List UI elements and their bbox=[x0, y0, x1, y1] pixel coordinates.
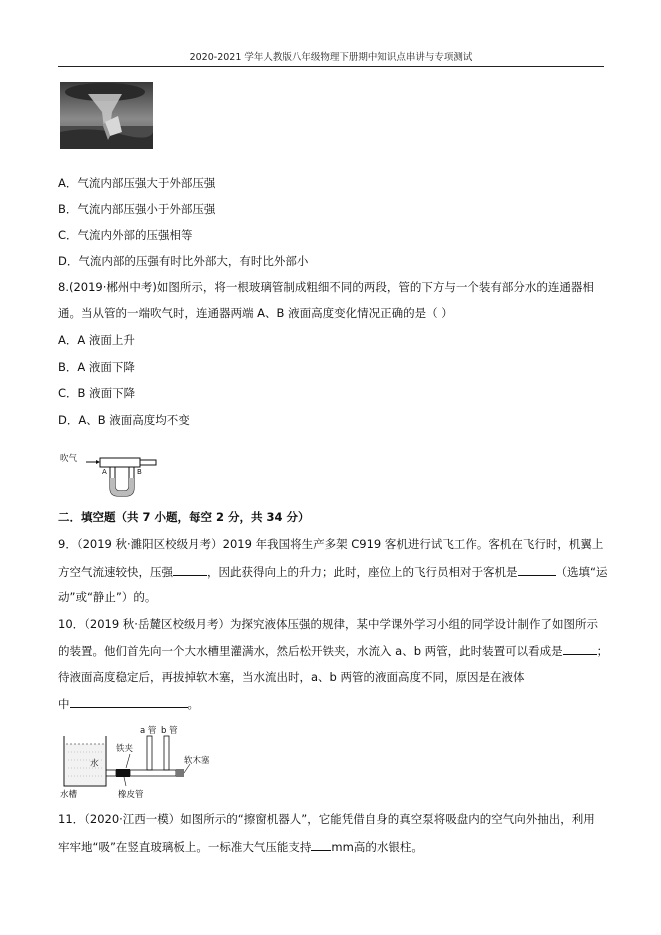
q8-option-a: A．A 液面上升 bbox=[58, 333, 135, 347]
tornado-photo bbox=[60, 82, 153, 149]
q8-option-d: D．A、B 液面高度均不变 bbox=[58, 413, 190, 427]
q10-cork-label: 软木塞 bbox=[184, 756, 210, 766]
q7-option-b: B．气流内部压强小于外部压强 bbox=[58, 202, 216, 216]
q8-b-label: B bbox=[137, 468, 142, 476]
q10-rubber-label: 橡皮管 bbox=[118, 790, 144, 800]
section2-title: 二．填空题（共 7 小题，每空 2 分，共 34 分） bbox=[58, 510, 310, 524]
q10-clamp-label: 铁夹 bbox=[116, 744, 134, 754]
q11-line1: 11．（2020·江西一模）如图所示的“擦窗机器人”，它能凭借自身的真空泵将吸盘内的空气向外抽出，利用 bbox=[58, 812, 595, 826]
q9-line3: 动”或“静止”）的。 bbox=[58, 590, 157, 604]
q9-line2 bbox=[58, 564, 607, 579]
q8-option-b: B．A 液面下降 bbox=[58, 360, 135, 374]
q9-blank-pressure[interactable] bbox=[173, 564, 207, 576]
q9-line2-b: ，因此获得向上的升力；此时，座位上的飞行员相对于客机是 bbox=[207, 565, 518, 579]
q10-line2-end: ； bbox=[596, 644, 609, 658]
q8-figure bbox=[60, 450, 160, 500]
q10-line4 bbox=[58, 696, 199, 711]
q11-line2 bbox=[58, 839, 423, 854]
q11-unit: mm bbox=[331, 840, 354, 854]
q10-tank-label: 水槽 bbox=[60, 790, 78, 800]
q8-blow-label: 吹气 bbox=[60, 454, 78, 464]
q10-b-tube-label: b 管 bbox=[161, 726, 178, 736]
q7-option-a: A．气流内部压强大于外部压强 bbox=[58, 176, 216, 190]
q10-figure bbox=[60, 724, 260, 800]
page-header: 2020-2021 学年人教版八年级物理下册期中知识点串讲与专项测试 bbox=[189, 52, 473, 63]
q8-stem-line2: 通。当从管的一端吹气时，连通器两端 A、B 液面高度变化情况正确的是（ ） bbox=[58, 306, 453, 320]
q10-blank-reason[interactable] bbox=[70, 696, 188, 708]
q10-a-tube-label: a 管 bbox=[140, 726, 157, 736]
q10-blank-device[interactable] bbox=[563, 643, 597, 655]
q7-option-d: D．气流内部的压强有时比外部大，有时比外部小 bbox=[58, 254, 309, 268]
q10-water-label: 水 bbox=[90, 759, 99, 769]
q11-line2-c: 高的水银柱。 bbox=[353, 840, 423, 854]
q10-line4-a: 中 bbox=[58, 697, 70, 711]
q10-line4-b: 。 bbox=[187, 697, 199, 711]
q8-option-c: C．B 液面下降 bbox=[58, 386, 136, 400]
q9-line2-c: （选填“运 bbox=[555, 565, 608, 579]
q11-line2-a: 牢牢地“吸”在竖直玻璃板上。一标准大气压能支持 bbox=[58, 840, 312, 854]
q11-blank-height[interactable] bbox=[311, 839, 331, 851]
q10-line1: 10．（2019 秋·岳麓区校级月考）为探究液体压强的规律，某中学课外学习小组的同学设计制作了如图所示 bbox=[58, 617, 598, 631]
q10-line2 bbox=[58, 643, 608, 658]
q9-blank-motion[interactable] bbox=[518, 564, 556, 576]
q7-option-c: C．气流内外部的压强相等 bbox=[58, 228, 193, 242]
q9-line2-a: 方空气流速较快，压强 bbox=[58, 565, 173, 579]
header-rule bbox=[58, 66, 604, 67]
q8-a-label: A bbox=[102, 468, 107, 476]
q10-line2-text: 的装置。他们首先向一个大水槽里灌满水，然后松开铁夹，水流入 a、b 两管，此时装置可以看成是 bbox=[58, 644, 563, 658]
q8-stem-line1: 8.(2019·郴州中考)如图所示，将一根玻璃管制成粗细不同的两段，管的下方与一个装有部分水的连通器相 bbox=[58, 280, 594, 294]
q10-line3: 待液面高度稳定后，再拔掉软木塞，当水流出时，a、b 两管的液面高度不同，原因是在液体 bbox=[58, 670, 525, 684]
q9-line1: 9．（2019 秋·濉阳区校级月考）2019 年我国将生产多架 C919 客机进行试飞工作。客机在飞行时，机翼上 bbox=[58, 537, 604, 551]
